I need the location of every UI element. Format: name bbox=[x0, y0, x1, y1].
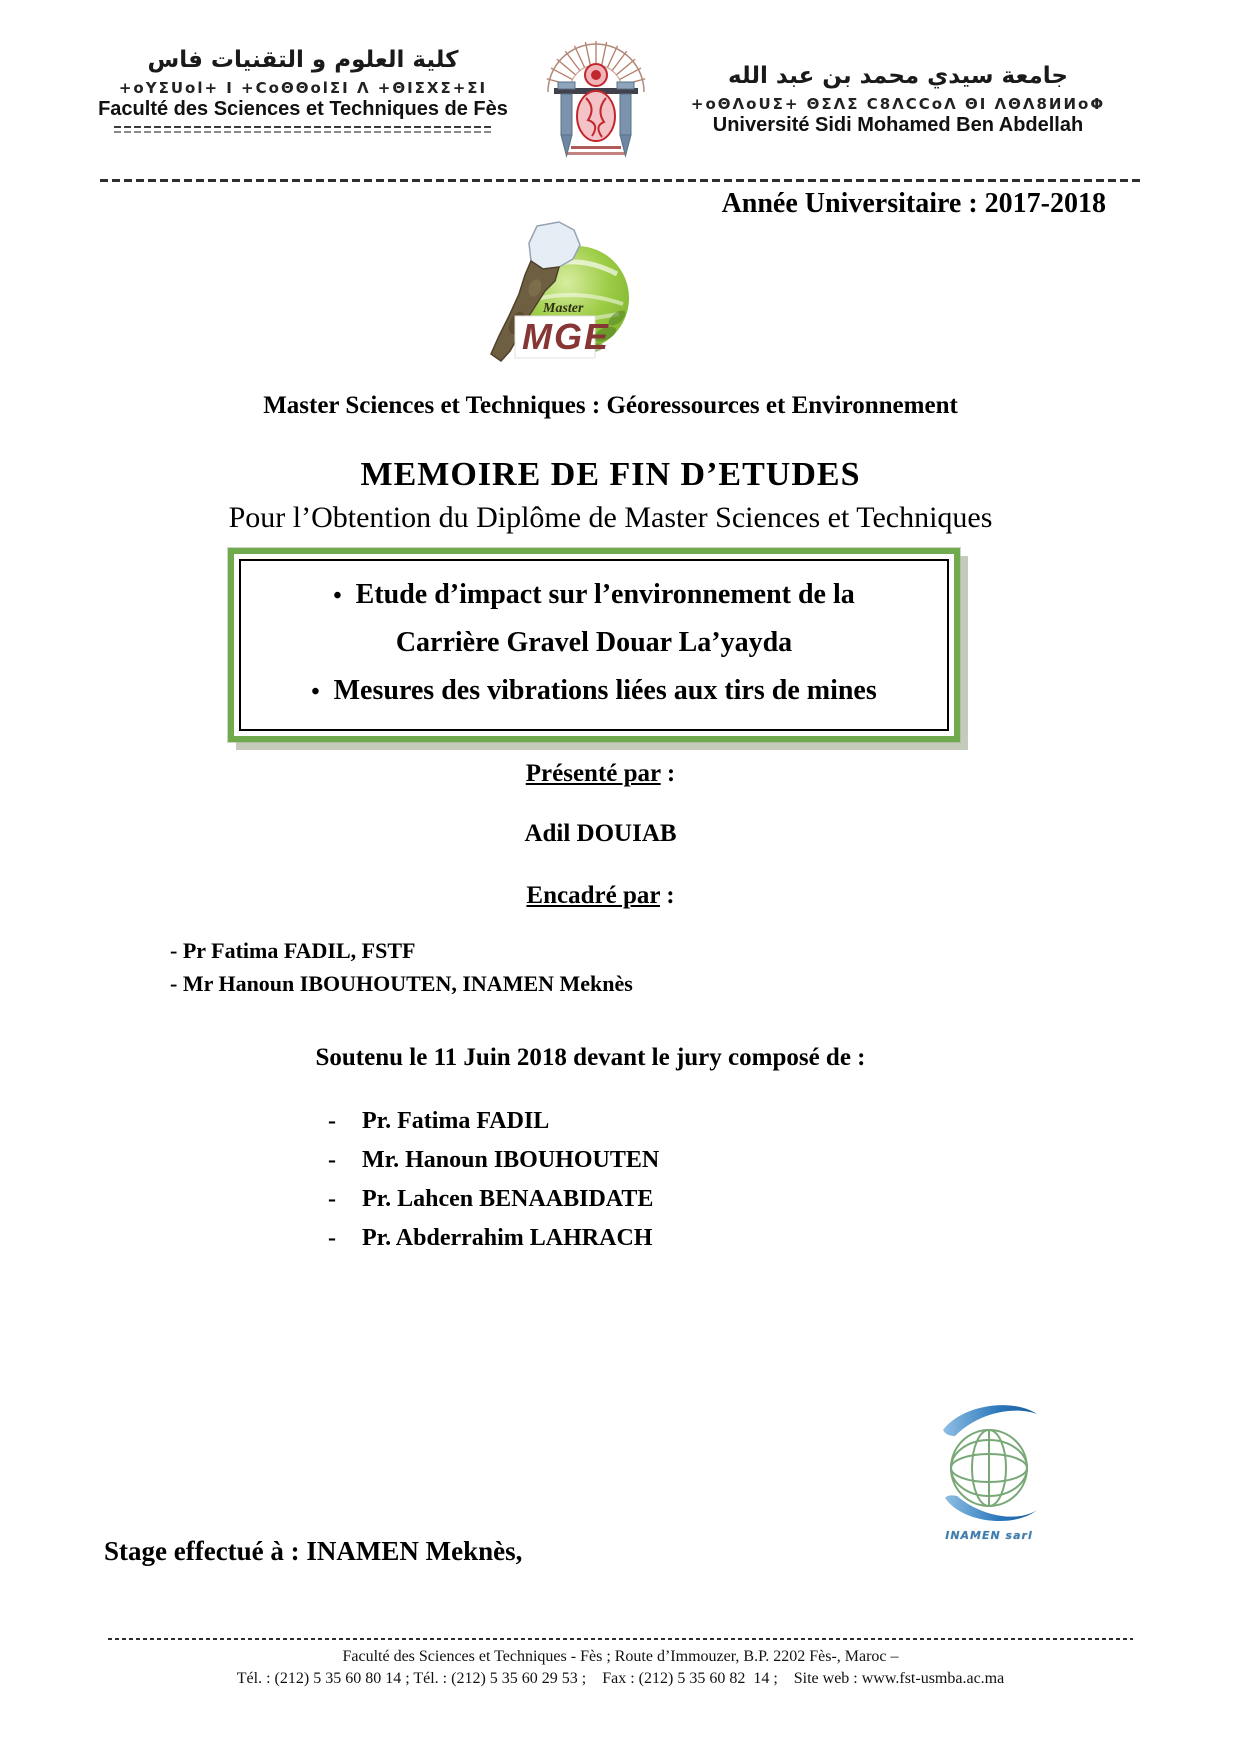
master-mge-logo bbox=[477, 218, 635, 368]
supervisor-item: - Pr Fatima FADIL, FSTF bbox=[170, 938, 416, 963]
faculty-header-block bbox=[88, 46, 518, 133]
footer-separator-line bbox=[108, 1638, 1133, 1640]
internship-location: Stage effectué à : INAMEN Meknès, bbox=[104, 1536, 523, 1566]
thesis-subject-inner bbox=[239, 559, 949, 731]
bullet-icon: • bbox=[333, 582, 342, 609]
supervisors-list bbox=[170, 934, 633, 1000]
jury-list bbox=[328, 1108, 659, 1264]
jury-dash: - bbox=[328, 1108, 336, 1134]
jury-member-name: Pr. Abderrahim LAHRACH bbox=[362, 1225, 653, 1251]
jury-dash: - bbox=[328, 1147, 336, 1173]
svg-text:Master: Master bbox=[543, 301, 584, 316]
faculty-name-arabic: كلية العلوم و التقنيات فاس bbox=[147, 47, 459, 73]
author-name: Adil DOUIAB bbox=[524, 820, 677, 847]
university-header-block bbox=[648, 62, 1148, 137]
footer-contacts: Tél. : (212) 5 35 60 80 14 ; Tél. : (212) 5 35 60 29 53 ; Fax : (212) 5 35 60 82 14 ; Site web : www.fst-usmba.ac.ma bbox=[236, 1670, 1005, 1687]
jury-member-name: Pr. Fatima FADIL bbox=[362, 1108, 550, 1134]
supervised-by-label: Encadré par : bbox=[526, 882, 675, 909]
supervisor-item: - Mr Hanoun IBOUHOUTEN, INAMEN Meknès bbox=[170, 971, 633, 996]
jury-dash: - bbox=[328, 1186, 336, 1212]
university-name-arabic: جامعة سيدي محمد بن عبد الله bbox=[728, 63, 1068, 89]
jury-member-row bbox=[328, 1108, 659, 1134]
subject-item-2: • Mesures des vibrations liées aux tirs de mines bbox=[249, 667, 939, 715]
thesis-subject-box bbox=[228, 548, 960, 742]
defense-intro: Soutenu le 11 Juin 2018 devant le jury composé de : bbox=[315, 1044, 866, 1071]
inamen-company-logo bbox=[933, 1398, 1045, 1542]
jury-member-name: Mr. Hanoun IBOUHOUTEN bbox=[362, 1147, 660, 1173]
university-name-tifinagh: +oΘΛoUΣ+ ΘΣΛΣ C8ΛCCoΛ ΘI ΛΘΛ8ИИoΦ bbox=[690, 94, 1106, 113]
faculty-name-tifinagh: +oYΣUol+ I +CoΘΘolΣI Λ +ΘIΣXΣ+ΣI bbox=[118, 78, 488, 97]
diploma-subtitle: Pour l’Obtention du Diplôme de Master Sciences et Techniques bbox=[228, 501, 993, 534]
university-emblem-icon bbox=[540, 30, 652, 170]
subject-item-1-line-1: • Etude d’impact sur l’environnement de la bbox=[249, 571, 939, 619]
jury-dash: - bbox=[328, 1225, 336, 1251]
academic-year: Année Universitaire : 2017-2018 bbox=[721, 188, 1106, 219]
jury-member-row bbox=[328, 1147, 659, 1173]
faculty-name-french: Faculté des Sciences et Techniques de Fès bbox=[98, 97, 508, 120]
master-program-title: Master Sciences et Techniques : Géoressources et Environnement bbox=[263, 392, 958, 419]
presented-by-label: Présenté par : bbox=[525, 760, 676, 787]
footer-address: Faculté des Sciences et Techniques - Fès ; Route d’Immouzer, B.P. 2202 Fès-, Maroc – bbox=[342, 1648, 899, 1665]
memoire-title: MEMOIRE DE FIN D’ETUDES bbox=[360, 456, 861, 493]
header-separator-line bbox=[100, 179, 1141, 182]
jury-member-row bbox=[328, 1225, 659, 1251]
faculty-decorative-dashes bbox=[114, 126, 492, 133]
university-name-french: Université Sidi Mohamed Ben Abdellah bbox=[712, 113, 1084, 136]
company-caption: INAMEN sarl bbox=[945, 1529, 1033, 1542]
jury-member-name: Pr. Lahcen BENAABIDATE bbox=[362, 1186, 654, 1212]
subject-item-1-line-2: Carrière Gravel Douar La’yayda bbox=[395, 627, 793, 659]
svg-text:MGE: MGE bbox=[522, 316, 611, 357]
jury-member-row bbox=[328, 1186, 659, 1212]
bullet-icon: • bbox=[311, 679, 320, 706]
